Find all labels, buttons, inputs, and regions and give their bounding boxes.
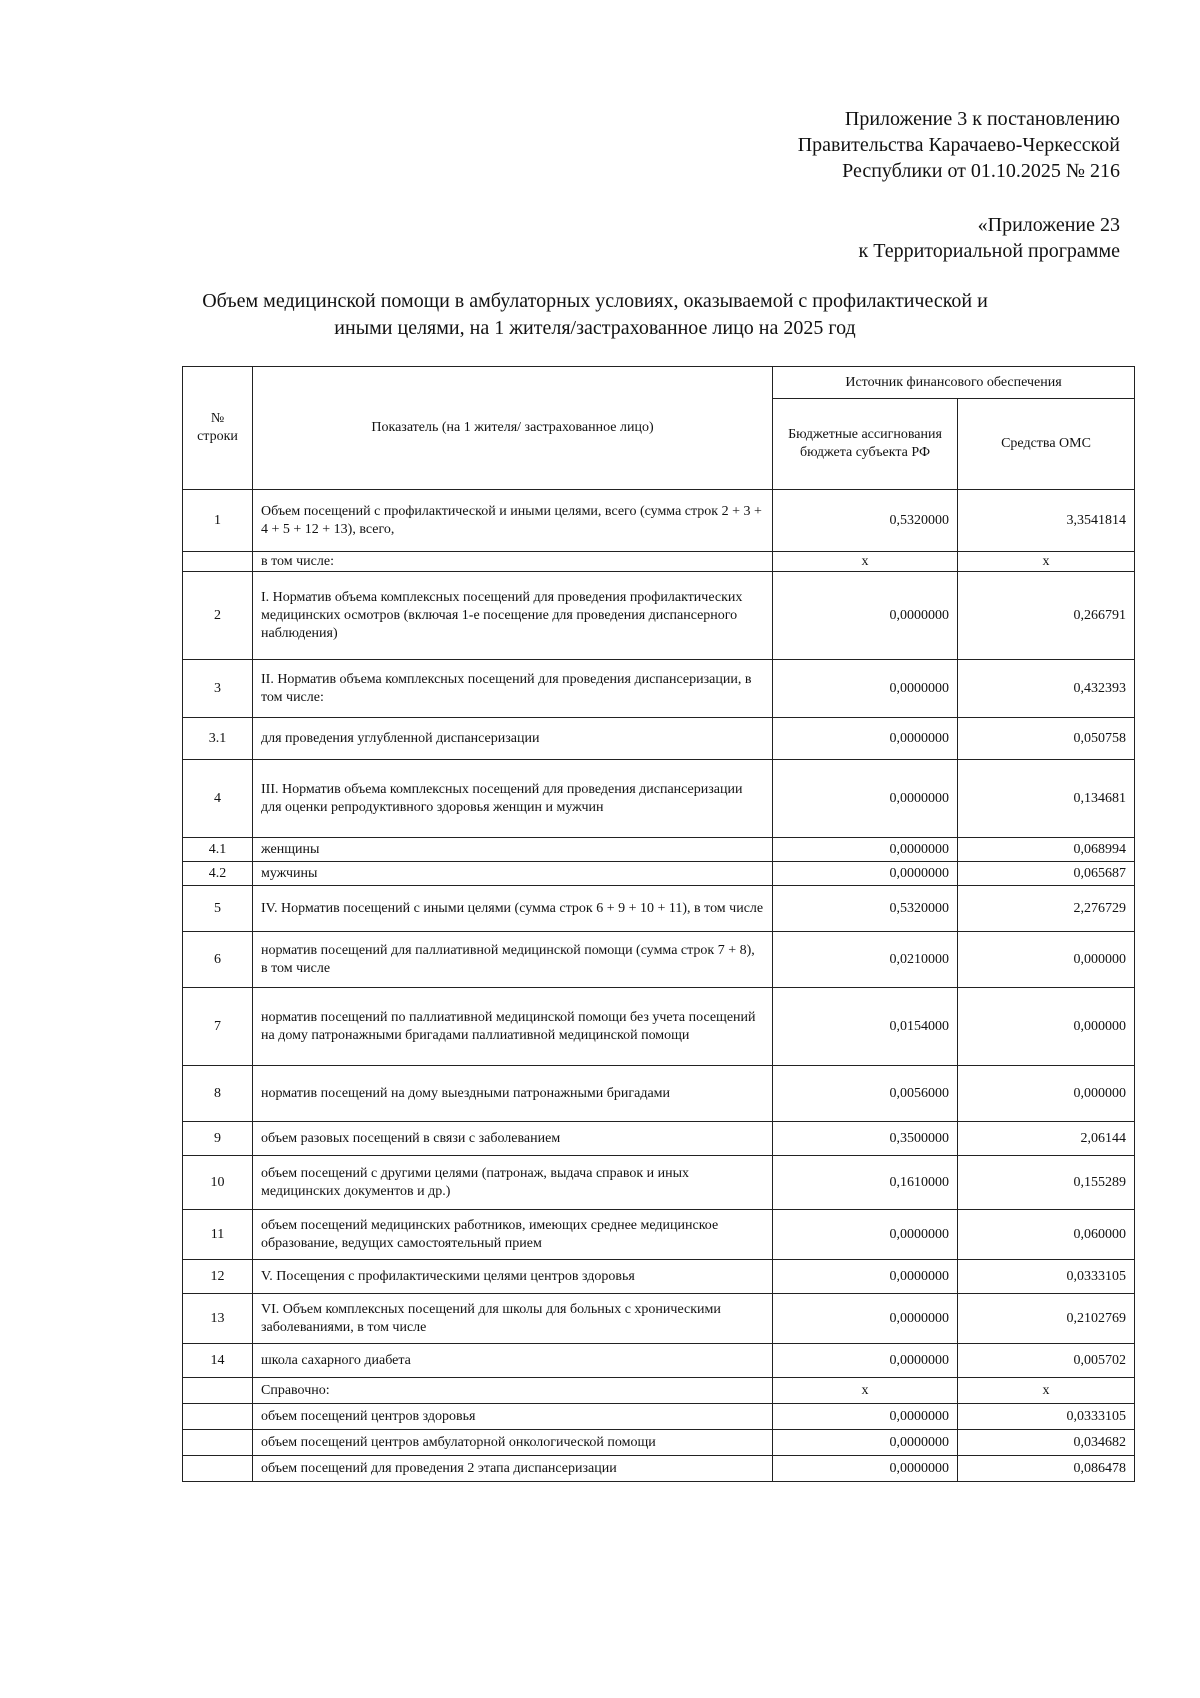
table-body (183, 490, 1135, 1482)
row-indicator: Объем посещений с профилактической и иными целями, всего (сумма строк 2 + 3 + 4 + 5 + 12 + 13), всего, (253, 490, 773, 552)
row-number: 7 (183, 988, 253, 1066)
row-indicator: школа сахарного диабета (253, 1344, 773, 1378)
row-oms-value: 0,2102769 (958, 1294, 1135, 1344)
row-budget-value: 0,0000000 (773, 572, 958, 660)
row-budget-value: 0,0000000 (773, 838, 958, 862)
table-row (183, 760, 1135, 838)
row-indicator: мужчины (253, 862, 773, 886)
table-row (183, 862, 1135, 886)
table-row (183, 1210, 1135, 1260)
row-number (183, 1456, 253, 1482)
row-budget-value: 0,0056000 (773, 1066, 958, 1122)
row-oms-value: 0,000000 (958, 932, 1135, 988)
row-number (183, 1378, 253, 1404)
row-number: 9 (183, 1122, 253, 1156)
row-number: 4.1 (183, 838, 253, 862)
row-oms-value: 0,134681 (958, 760, 1135, 838)
row-number: 8 (183, 1066, 253, 1122)
row-indicator: II. Норматив объема комплексных посещений для проведения диспансеризации, в том числе: (253, 660, 773, 718)
row-oms-value: 0,050758 (958, 718, 1135, 760)
volume-table (182, 366, 1135, 1482)
row-indicator: объем посещений центров здоровья (253, 1404, 773, 1430)
table-row (183, 886, 1135, 932)
row-oms-value: 0,432393 (958, 660, 1135, 718)
title-line-1: Объем медицинской помощи в амбулаторных условиях, оказываемой с профилактической и (202, 290, 988, 312)
row-indicator: объем посещений центров амбулаторной онкологической помощи (253, 1430, 773, 1456)
row-oms-value: 0,000000 (958, 988, 1135, 1066)
row-budget-value: 0,0000000 (773, 1344, 958, 1378)
appendix-line-1: «Приложение 23 (977, 214, 1120, 236)
row-oms-value: 3,3541814 (958, 490, 1135, 552)
header-line-1: Приложение 3 к постановлению (844, 108, 1120, 130)
row-indicator: норматив посещений по паллиативной медицинской помощи без учета посещений на дому патронажными бригадами паллиативной медицинской помощи (253, 988, 773, 1066)
table-row (183, 1456, 1135, 1482)
document-header (798, 106, 1120, 184)
row-budget-value: 0,1610000 (773, 1156, 958, 1210)
row-oms-value: 0,034682 (958, 1430, 1135, 1456)
table-row (183, 1404, 1135, 1430)
row-number: 14 (183, 1344, 253, 1378)
row-indicator: в том числе: (253, 552, 773, 572)
row-oms-value: 0,005702 (958, 1344, 1135, 1378)
appendix-line-2: к Территориальной программе (858, 240, 1120, 262)
header-line-3: Республики от 01.10.2025 № 216 (842, 160, 1120, 182)
row-indicator: объем разовых посещений в связи с заболеванием (253, 1122, 773, 1156)
row-indicator: VI. Объем комплексных посещений для школы для больных с хроническими заболеваниями, в том числе (253, 1294, 773, 1344)
row-indicator: III. Норматив объема комплексных посещений для проведения диспансеризации для оценки репродуктивного здоровья женщин и мужчин (253, 760, 773, 838)
table-row (183, 1260, 1135, 1294)
row-budget-value: 0,0000000 (773, 1210, 958, 1260)
row-oms-value: 0,060000 (958, 1210, 1135, 1260)
table-row (183, 988, 1135, 1066)
header-indicator: Показатель (на 1 жителя/ застрахованное лицо) (253, 367, 773, 490)
row-indicator: женщины (253, 838, 773, 862)
row-budget-value: 0,0000000 (773, 862, 958, 886)
row-number: 10 (183, 1156, 253, 1210)
table-row (183, 718, 1135, 760)
row-budget-value: 0,0000000 (773, 1260, 958, 1294)
row-number: 1 (183, 490, 253, 552)
row-number (183, 1404, 253, 1430)
table-row (183, 1122, 1135, 1156)
row-number: 6 (183, 932, 253, 988)
row-number: 3 (183, 660, 253, 718)
row-number: 11 (183, 1210, 253, 1260)
row-oms-value: х (958, 552, 1135, 572)
row-oms-value: 2,06144 (958, 1122, 1135, 1156)
header-funding-source: Источник финансового обеспечения (773, 367, 1135, 399)
table-row (183, 932, 1135, 988)
row-budget-value: х (773, 552, 958, 572)
row-budget-value: 0,0000000 (773, 1294, 958, 1344)
table-row (183, 1344, 1135, 1378)
row-oms-value: 0,068994 (958, 838, 1135, 862)
row-number: 4 (183, 760, 253, 838)
row-budget-value: 0,3500000 (773, 1122, 958, 1156)
row-indicator: IV. Норматив посещений с иными целями (сумма строк 6 + 9 + 10 + 11), в том числе (253, 886, 773, 932)
row-oms-value: х (958, 1378, 1135, 1404)
row-budget-value: 0,0000000 (773, 1430, 958, 1456)
row-indicator: норматив посещений на дому выездными патронажными бригадами (253, 1066, 773, 1122)
header-budget: Бюджетные ассигнования бюджета субъекта РФ (773, 399, 958, 490)
header-oms: Средства ОМС (958, 399, 1135, 490)
row-indicator: норматив посещений для паллиативной медицинской помощи (сумма строк 7 + 8), в том числе (253, 932, 773, 988)
table-row (183, 1378, 1135, 1404)
table-row (183, 572, 1135, 660)
row-oms-value: 2,276729 (958, 886, 1135, 932)
row-budget-value: х (773, 1378, 958, 1404)
header-line-2: Правительства Карачаево-Черкесской (797, 134, 1120, 156)
row-oms-value: 0,266791 (958, 572, 1135, 660)
row-indicator: I. Норматив объема комплексных посещений для проведения профилактических медицинских осмотров (включая 1-е посещение для проведения диспансерного наблюдения) (253, 572, 773, 660)
row-budget-value: 0,5320000 (773, 490, 958, 552)
row-budget-value: 0,0154000 (773, 988, 958, 1066)
row-number: 4.2 (183, 862, 253, 886)
row-indicator: для проведения углубленной диспансеризации (253, 718, 773, 760)
row-number: 2 (183, 572, 253, 660)
appendix-reference (859, 212, 1120, 264)
row-oms-value: 0,000000 (958, 1066, 1135, 1122)
row-indicator: Справочно: (253, 1378, 773, 1404)
row-oms-value: 0,086478 (958, 1456, 1135, 1482)
row-number (183, 552, 253, 572)
table-row (183, 838, 1135, 862)
row-budget-value: 0,0000000 (773, 660, 958, 718)
row-oms-value: 0,065687 (958, 862, 1135, 886)
row-indicator: V. Посещения с профилактическими целями центров здоровья (253, 1260, 773, 1294)
title-line-2: иными целями, на 1 жителя/застрахованное лицо на 2025 год (334, 317, 856, 339)
table-row (183, 1066, 1135, 1122)
table-row (183, 552, 1135, 572)
row-budget-value: 0,0000000 (773, 718, 958, 760)
row-number (183, 1430, 253, 1456)
document-title (140, 288, 1050, 342)
row-number: 12 (183, 1260, 253, 1294)
row-budget-value: 0,0000000 (773, 1456, 958, 1482)
row-number: 3.1 (183, 718, 253, 760)
row-oms-value: 0,0333105 (958, 1260, 1135, 1294)
row-budget-value: 0,5320000 (773, 886, 958, 932)
header-row-number: № строки (183, 367, 253, 490)
row-budget-value: 0,0000000 (773, 760, 958, 838)
row-indicator: объем посещений с другими целями (патронаж, выдача справок и иных медицинских документов и др.) (253, 1156, 773, 1210)
row-budget-value: 0,0000000 (773, 1404, 958, 1430)
row-indicator: объем посещений медицинских работников, имеющих среднее медицинское образование, ведущих самостоятельный прием (253, 1210, 773, 1260)
table-row (183, 1156, 1135, 1210)
row-number: 13 (183, 1294, 253, 1344)
row-indicator: объем посещений для проведения 2 этапа диспансеризации (253, 1456, 773, 1482)
table-row (183, 1294, 1135, 1344)
row-oms-value: 0,155289 (958, 1156, 1135, 1210)
row-number: 5 (183, 886, 253, 932)
row-oms-value: 0,0333105 (958, 1404, 1135, 1430)
table-row (183, 490, 1135, 552)
row-budget-value: 0,0210000 (773, 932, 958, 988)
table-row (183, 1430, 1135, 1456)
table-row (183, 660, 1135, 718)
